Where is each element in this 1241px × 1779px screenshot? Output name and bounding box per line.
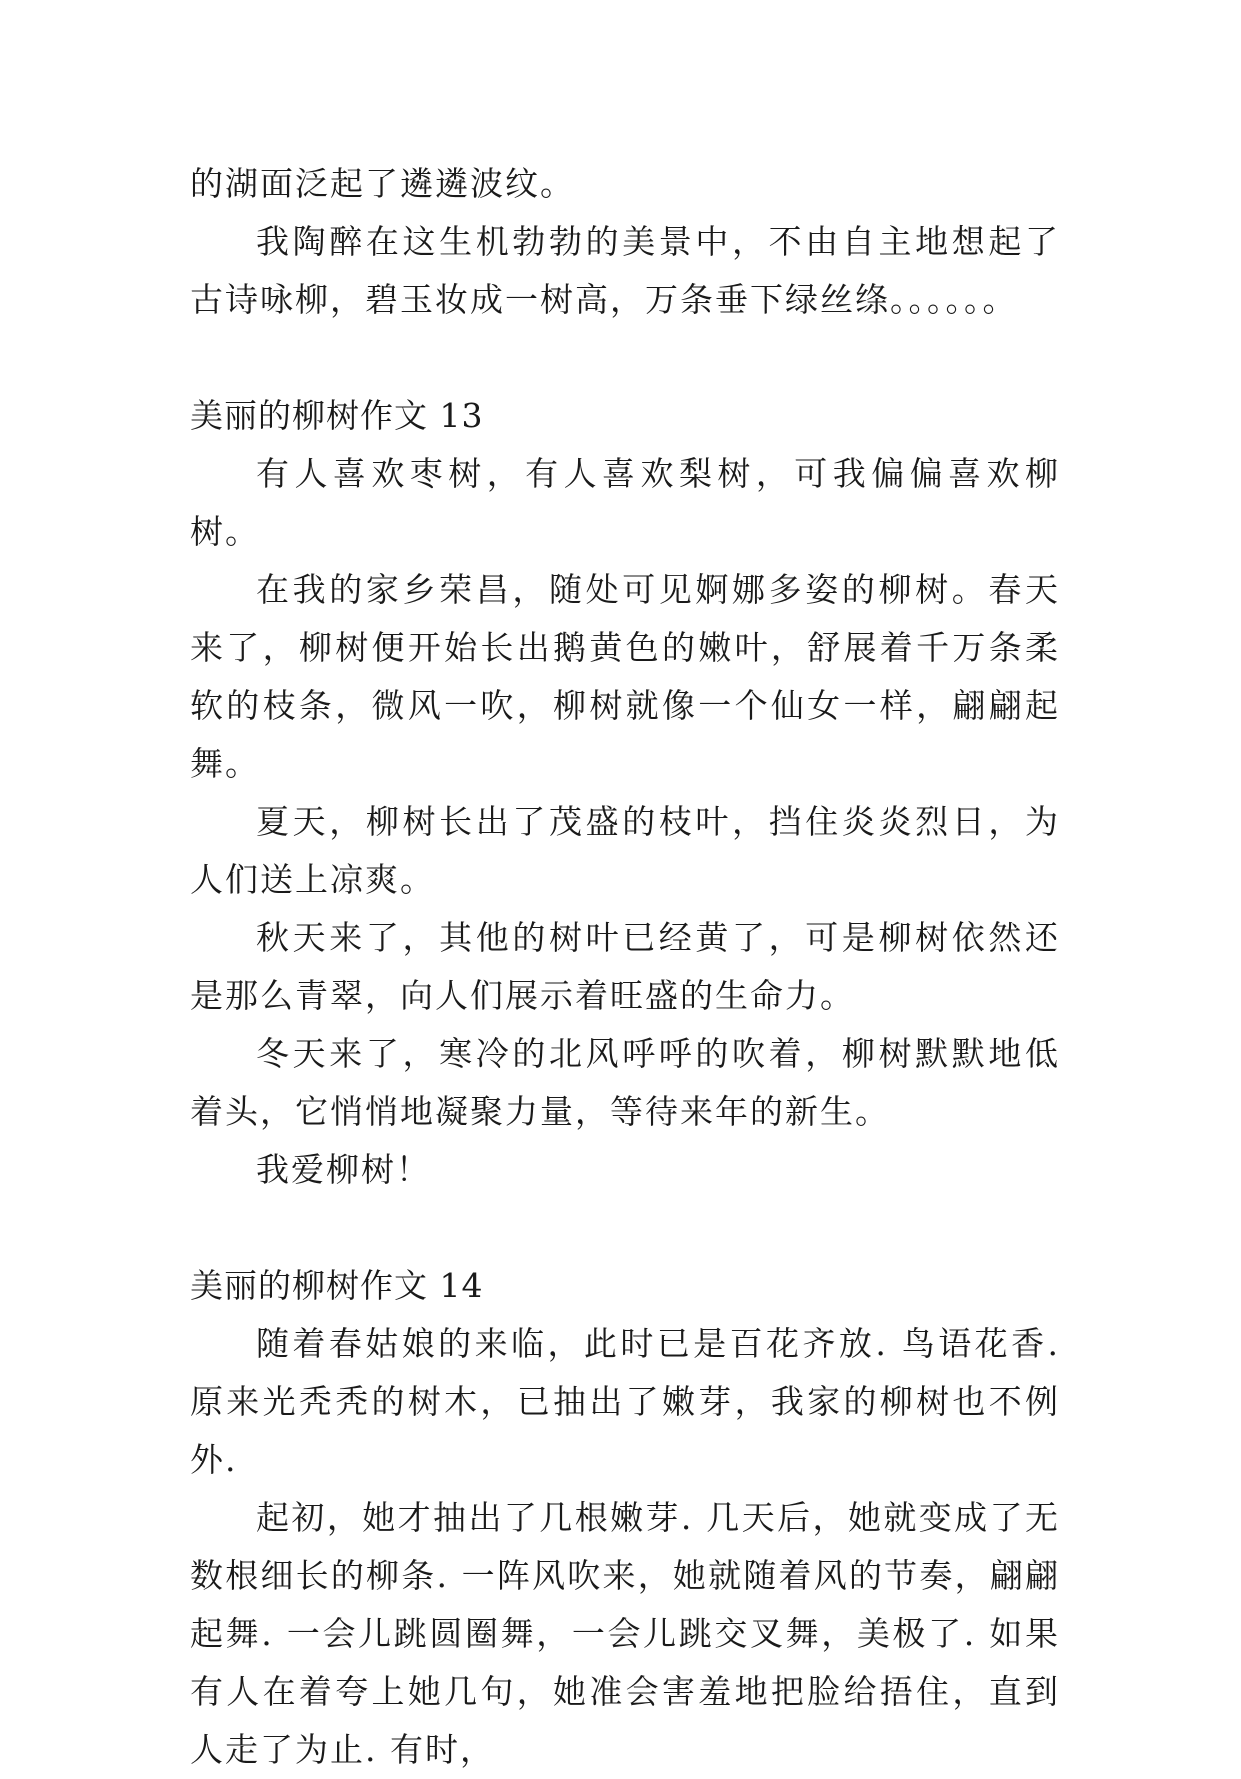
document-body: [190, 155, 1060, 1779]
paragraph: 冬天来了，寒冷的北风呼呼的吹着，柳树默默地低着头，它悄悄地凝聚力量，等待来年的新生。: [190, 1034, 1060, 1131]
paragraph: 的湖面泛起了遴遴波纹。: [190, 164, 575, 203]
paragraph: 起初，她才抽出了几根嫩芽. 几天后，她就变成了无数根细长的柳条. 一阵风吹来，她就随着风的节奏，翩翩起舞. 一会儿跳圆圈舞，一会儿跳交叉舞，美极了. 如果有人在着夸上她几句，她准会害羞地把脸给捂住，直到人走了为止. 有时，: [190, 1498, 1060, 1769]
section-title: 美丽的柳树作文 14: [190, 1266, 484, 1305]
paragraph: 秋天来了，其他的树叶已经黄了，可是柳树依然还是那么青翠，向人们展示着旺盛的生命力。: [190, 918, 1060, 1015]
paragraph: 在我的家乡荣昌，随处可见婀娜多姿的柳树。春天来了，柳树便开始长出鹅黄色的嫩叶，舒展着千万条柔软的枝条，微风一吹，柳树就像一个仙女一样，翩翩起舞。: [190, 570, 1060, 783]
paragraph: 有人喜欢枣树，有人喜欢梨树，可我偏偏喜欢柳树。: [190, 454, 1060, 551]
paragraph: 随着春姑娘的来临，此时已是百花齐放. 鸟语花香. 原来光秃秃的树木，已抽出了嫩芽，我家的柳树也不例外.: [190, 1324, 1060, 1479]
paragraph: 夏天，柳树长出了茂盛的枝叶，挡住炎炎烈日，为人们送上凉爽。: [190, 802, 1060, 899]
section-gap: [190, 329, 1060, 387]
section-title: 美丽的柳树作文 13: [190, 396, 484, 435]
paragraph: 我陶醉在这生机勃勃的美景中，不由自主地想起了古诗咏柳，碧玉妆成一树高，万条垂下绿丝绦。。。。。。: [190, 222, 1060, 319]
section-gap: [190, 1199, 1060, 1257]
paragraph: 我爱柳树！: [256, 1150, 431, 1189]
